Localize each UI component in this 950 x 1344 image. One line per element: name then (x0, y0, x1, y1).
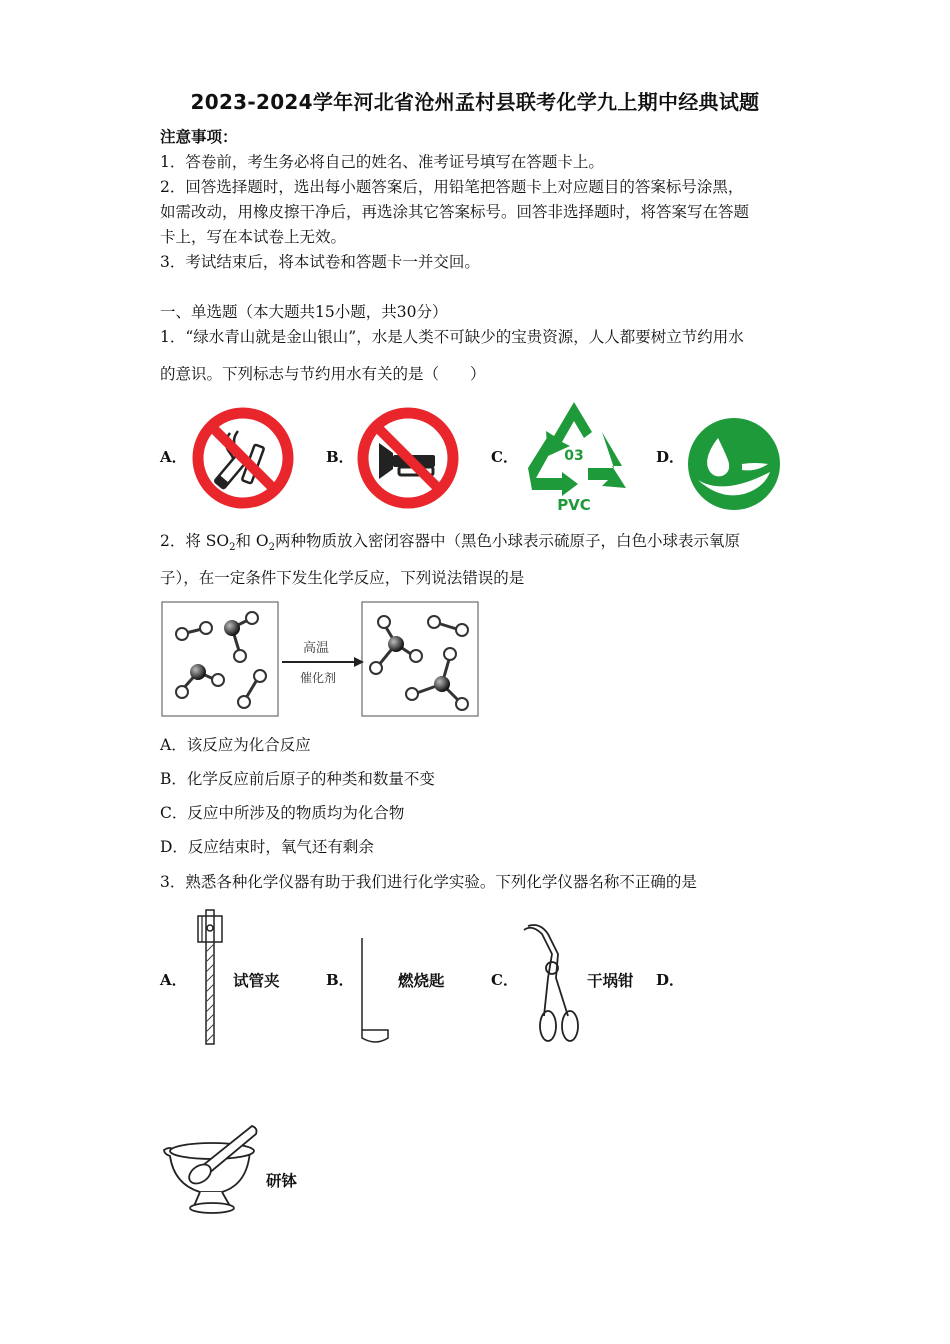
notice-item-2-cont: 如需改动，用橡皮擦干净后，再选涂其它答案标号。回答非选择题时，将答案写在答题 (160, 203, 750, 221)
q2-stem-line2: 子），在一定条件下发生化学反应，下列说法错误的是 (160, 569, 525, 587)
q3-option-a-label[interactable]: A． (160, 971, 187, 989)
q3-name-a: 试管夹 (233, 971, 280, 990)
no-horn-sign-icon (355, 405, 461, 511)
q2-option-c[interactable]: C．反应中所涉及的物质均为化合物 (160, 804, 405, 822)
q1-stem-line2: 的意识。下列标志与节约用水有关的是（ ） (160, 365, 486, 383)
reaction-diagram (160, 598, 482, 720)
q3-name-b: 燃烧匙 (398, 971, 445, 990)
combustion-spoon-icon (356, 934, 396, 1046)
notice-item-3: 3．考试结束后，将本试卷和答题卡一并交回。 (160, 253, 480, 271)
q1-option-d-label[interactable]: D． (656, 448, 685, 466)
notice-item-1: 1．答卷前，考生务必将自己的姓名、准考证号填写在答题卡上。 (160, 153, 604, 171)
q2-option-d[interactable]: D．反应结束时，氧气还有剩余 (160, 838, 374, 856)
q3-option-c-label[interactable]: C． (491, 971, 518, 989)
section-heading: 一、单选题（本大题共15小题，共30分） (160, 303, 448, 321)
recycle-pvc-icon (518, 394, 630, 516)
notice-heading: 注意事项： (160, 127, 238, 146)
q2-option-b[interactable]: B．化学反应前后原子的种类和数量不变 (160, 770, 435, 788)
q1-option-a-label[interactable]: A． (160, 448, 187, 466)
q3-name-c: 干埚钳 (587, 971, 634, 990)
crucible-tongs-icon (518, 922, 590, 1048)
q1-option-c-label[interactable]: C． (491, 448, 518, 466)
q3-option-b-label[interactable]: B． (326, 971, 354, 989)
q2-stem-line1: 2．将 $SO_2$和 $O_2$两种物质放入密闭容器中（黑色小球表示硫原子，白色小球表示氧原 (160, 532, 741, 554)
q2-option-a[interactable]: A．该反应为化合反应 (160, 736, 311, 754)
water-saving-sign-icon (684, 414, 784, 514)
arrow-condition-bottom: 催化剂 (299, 671, 337, 685)
page-title: 2023-2024学年河北省沧州孟村县联考化学九上期中经典试题 (190, 90, 760, 114)
notice-item-2: 2．回答选择题时，选出每小题答案后，用铅笔把答题卡上对应题目的答案标号涂黑， (160, 178, 744, 196)
notice-item-2-end: 卡上，写在本试卷上无效。 (160, 228, 347, 246)
q3-option-d-label[interactable]: D． (656, 971, 685, 989)
q1-stem-line1: 1．“绿水青山就是金山银山”，水是人类不可缺少的宝贵资源，人人都要树立节约用水 (160, 328, 744, 346)
recycle-label: PVC (557, 496, 591, 514)
no-smoking-sign-icon (190, 405, 296, 511)
q3-stem: 3．熟悉各种化学仪器有助于我们进行化学实验。下列化学仪器名称不正确的是 (160, 873, 697, 891)
recycle-code: 03 (564, 448, 584, 464)
test-tube-holder-icon (194, 906, 226, 1048)
mortar-and-pestle-icon (160, 1122, 264, 1216)
q1-option-b-label[interactable]: B． (326, 448, 354, 466)
arrow-condition-top: 高温 (302, 641, 330, 656)
q3-name-d: 研钵 (266, 1171, 298, 1190)
